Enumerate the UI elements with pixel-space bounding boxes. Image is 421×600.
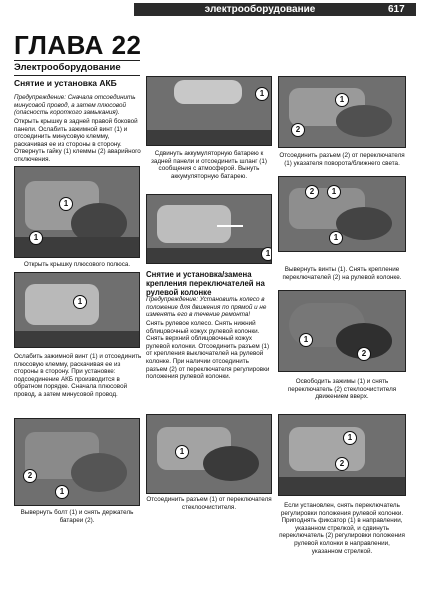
caption-wiper-switch: Освободить зажимы (1) и снять переключатель (2) стеклоочистителя движением вверх.: [287, 378, 397, 401]
caption-switch-mount: Вывернуть винты (1). Снять крепление переключателей (2) на рулевой колонке.: [282, 266, 402, 281]
callout-1: 1: [73, 295, 87, 309]
battery-warning: Предупреждение: Сначала отсоединить минусовой провод, а затем плюсовой (опасность короткого замыкания).: [14, 94, 136, 117]
chapter-divider: [14, 60, 140, 61]
callout-1: 1: [299, 333, 313, 347]
callout-2: 2: [335, 457, 349, 471]
photo-positive-terminal: [14, 272, 140, 348]
subsection-switches: Снятие и установка/замена крепления переключателей на рулевой колонке: [146, 270, 265, 297]
callout-2: 2: [357, 347, 371, 361]
photo-switch-mount: [278, 176, 406, 252]
caption-wiper-connector: Отсоединить разъем (1) от переключателя стеклоочистителя.: [146, 496, 272, 511]
callout-1: 1: [343, 431, 357, 445]
section-title: Электрооборудование: [14, 62, 121, 73]
caption-column-adjust: Если установлен, снять переключатель регулировки положения рулевой колонки. Приподнять фиксатор (1) в направлении, указанном стрелкой, и сдвинуть переключатель (2) регулировки положения рулевой колонки в направлении, указанном стрелкой.: [279, 502, 405, 555]
callout-1: 1: [29, 231, 43, 245]
photo-column-adjust-switch: [278, 414, 406, 496]
caption-vent-hose: Сдвинуть аккумуляторную батарею к задней панели и отсоединить шланг (1) сообщения с атмосферой. Вынуть аккумуляторную батарею.: [150, 150, 267, 180]
chapter-title: ГЛАВА 22: [14, 30, 142, 60]
callout-1: 1: [329, 231, 343, 245]
section-divider: [14, 75, 140, 76]
photo-wiper-switch-clips: [278, 290, 406, 372]
caption-positive-cover: Открыть крышку плюсового полюса.: [23, 261, 131, 268]
caption-battery-holder: Вывернуть болт (1) и снять держатель батареи (2).: [20, 509, 134, 524]
photo-battery-negative: [14, 166, 140, 258]
page-number: 617: [388, 4, 405, 15]
callout-2: 2: [23, 469, 37, 483]
callout-2: 2: [291, 123, 305, 137]
callout-1: 1: [55, 485, 69, 499]
photo-battery-holder: [14, 418, 140, 506]
photo-battery-vent-hose: [146, 76, 272, 146]
battery-step-1: Открыть крышку в задней правой боковой панели. Ослабить зажимной винт (1) и отсоединить минусовую клемму, раскачивая ее из стороны в сторону. Отвернуть гайку (1) клеммы (2) аварийного отключения.: [14, 118, 141, 163]
callout-1: 1: [59, 197, 73, 211]
direction-arrow: [217, 225, 243, 227]
photo-turn-signal-switch: [278, 76, 406, 148]
callout-1: 1: [255, 87, 269, 101]
caption-turn-signal: Отсоединить разъем (2) от переключателя (1) указателя поворота/ближнего света.: [279, 152, 405, 167]
callout-1: 1: [327, 185, 341, 199]
photo-wiper-connector: [146, 414, 272, 494]
callout-1: 1: [335, 93, 349, 107]
switches-step-1: Снять рулевое колесо. Снять нижний облицовочный кожух рулевой колонки. Снять верхний облицовочный кожух рулевой колонки. Отсоединить разъем (1) от крепления выключателей на рулевой колонке. При наличии отсоединить разъем (2) от переключателя регулировки положения рулевой колонки.: [146, 320, 270, 381]
callout-1: 1: [261, 247, 272, 261]
callout-1: 1: [175, 445, 189, 459]
battery-step-2: Ослабить зажимной винт (1) и отсоединить плюсовую клемму, раскачивая ее из стороны в сторону. При установке: подсоединение АКБ производится в обратном порядке. Сначала плюсовой провод, а затем минусовой провод.: [14, 353, 142, 398]
switches-warning: Предупреждение: Установить колесо в положение для движения по прямой и не изменять его в течение ремонта!: [146, 296, 267, 319]
callout-2: 2: [305, 185, 319, 199]
subsection-battery: Снятие и установка АКБ: [14, 78, 117, 88]
header-title: электрооборудование: [204, 4, 316, 15]
photo-steering-column: [146, 194, 272, 264]
